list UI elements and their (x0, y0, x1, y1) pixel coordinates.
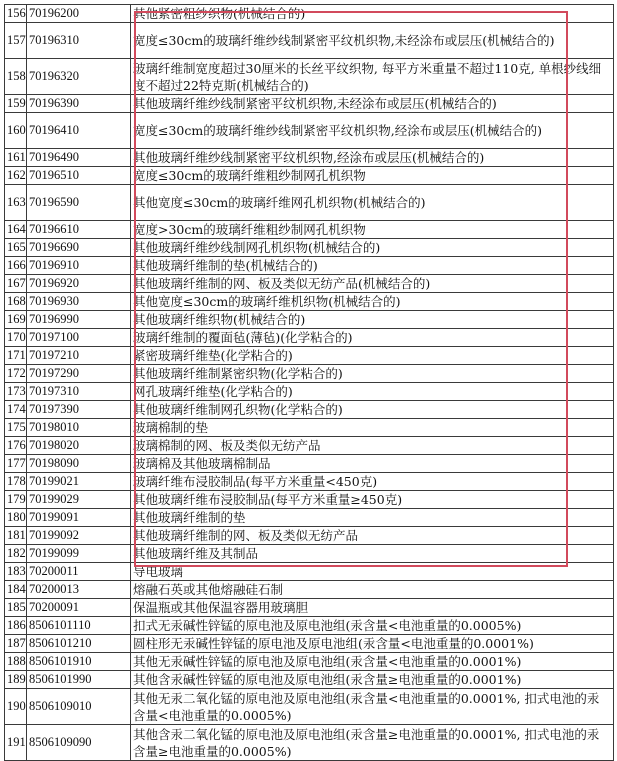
product-description: 其他玻璃纤维织物(机械结合的) (131, 311, 614, 329)
hs-code: 8506109090 (27, 725, 131, 761)
hs-code: 70199091 (27, 509, 131, 527)
product-description: 其他玻璃纤维制网孔织物(化学粘合的) (131, 401, 614, 419)
table-row (5, 599, 614, 617)
product-description: 其他玻璃纤维制的网、板及类似无纺产品 (131, 527, 614, 545)
table-row (5, 437, 614, 455)
hs-code: 70196920 (27, 275, 131, 293)
row-number: 186 (5, 617, 27, 635)
table-row (5, 365, 614, 383)
hs-code: 8506109010 (27, 689, 131, 725)
row-number: 180 (5, 509, 27, 527)
product-description: 宽度≤30cm的玻璃纤维纱线制紧密平纹机织物,经涂布或层压(机械结合的) (131, 113, 614, 149)
row-number: 163 (5, 185, 27, 221)
row-number: 187 (5, 635, 27, 653)
table-row (5, 671, 614, 689)
hs-code: 70199021 (27, 473, 131, 491)
row-number: 191 (5, 725, 27, 761)
table-row (5, 113, 614, 149)
hs-code: 70196690 (27, 239, 131, 257)
table-row (5, 383, 614, 401)
table-row (5, 329, 614, 347)
hs-code: 70196200 (27, 5, 131, 23)
product-description: 宽度≤30cm的玻璃纤维纱线制紧密平纹机织物,未经涂布或层压(机械结合的) (131, 23, 614, 59)
product-description: 其他玻璃纤维制紧密织物(化学粘合的) (131, 365, 614, 383)
table-row (5, 509, 614, 527)
hs-code: 70196910 (27, 257, 131, 275)
hs-code: 70196510 (27, 167, 131, 185)
row-number: 165 (5, 239, 27, 257)
hs-code: 70197310 (27, 383, 131, 401)
table-row (5, 347, 614, 365)
row-number: 170 (5, 329, 27, 347)
row-number: 184 (5, 581, 27, 599)
product-description: 扣式无汞碱性锌锰的原电池及原电池组(汞含量<电池重量的0.0005%) (131, 617, 614, 635)
row-number: 159 (5, 95, 27, 113)
row-number: 169 (5, 311, 27, 329)
table-row (5, 401, 614, 419)
table-row (5, 59, 614, 95)
product-description: 其他无汞碱性锌锰的原电池及原电池组(汞含量<电池重量的0.0001%) (131, 653, 614, 671)
product-description: 其他无汞二氧化锰的原电池及原电池组(汞含量<电池重量的0.0001%, 扣式电池的汞含量<电池重量的0.0005%) (131, 689, 614, 725)
row-number: 157 (5, 23, 27, 59)
product-description: 其他玻璃纤维纱线制紧密平纹机织物,未经涂布或层压(机械结合的) (131, 95, 614, 113)
hs-code: 70197390 (27, 401, 131, 419)
table-row (5, 167, 614, 185)
table-row (5, 617, 614, 635)
product-description: 导电玻璃 (131, 563, 614, 581)
row-number: 178 (5, 473, 27, 491)
product-description: 玻璃棉制的网、板及类似无纺产品 (131, 437, 614, 455)
row-number: 172 (5, 365, 27, 383)
product-description: 其他宽度≤30cm的玻璃纤维网孔机织物(机械结合的) (131, 185, 614, 221)
table-row (5, 473, 614, 491)
row-number: 185 (5, 599, 27, 617)
hs-code: 70196310 (27, 23, 131, 59)
row-number: 167 (5, 275, 27, 293)
row-number: 183 (5, 563, 27, 581)
row-number: 188 (5, 653, 27, 671)
hs-code: 8506101210 (27, 635, 131, 653)
hs-code: 8506101990 (27, 671, 131, 689)
hs-code: 70196930 (27, 293, 131, 311)
table-row (5, 455, 614, 473)
hs-code: 70196490 (27, 149, 131, 167)
row-number: 161 (5, 149, 27, 167)
table-row (5, 275, 614, 293)
table-row (5, 725, 614, 761)
product-description: 其他玻璃纤维及其制品 (131, 545, 614, 563)
table-row (5, 23, 614, 59)
product-description: 紧密玻璃纤维垫(化学粘合的) (131, 347, 614, 365)
table-row (5, 257, 614, 275)
table-row (5, 491, 614, 509)
product-description: 其他含汞二氧化锰的原电池及原电池组(汞含量≥电池重量的0.0001%, 扣式电池的汞含量≥电池重量的0.0005%) (131, 725, 614, 761)
product-description: 玻璃棉及其他玻璃棉制品 (131, 455, 614, 473)
hs-code: 8506101110 (27, 617, 131, 635)
row-number: 173 (5, 383, 27, 401)
hs-code: 70199099 (27, 545, 131, 563)
hs-code: 70196320 (27, 59, 131, 95)
hs-code: 70200091 (27, 599, 131, 617)
hs-code: 70196990 (27, 311, 131, 329)
hs-code: 70197100 (27, 329, 131, 347)
hs-code: 70200011 (27, 563, 131, 581)
table-row (5, 653, 614, 671)
hs-code: 70198010 (27, 419, 131, 437)
hs-code: 70196590 (27, 185, 131, 221)
product-description: 其他玻璃纤维纱线制紧密平纹机织物,经涂布或层压(机械结合的) (131, 149, 614, 167)
table-row (5, 527, 614, 545)
product-description: 玻璃纤维制宽度超过30厘米的长丝平纹织物, 每平方米重量不超过110克, 单根纱线细度不超过22特克斯(机械结合的) (131, 59, 614, 95)
hs-code: 70196610 (27, 221, 131, 239)
row-number: 175 (5, 419, 27, 437)
product-description: 其他玻璃纤维制的垫(机械结合的) (131, 257, 614, 275)
hs-code: 70197290 (27, 365, 131, 383)
row-number: 189 (5, 671, 27, 689)
product-description: 其他含汞碱性锌锰的原电池及原电池组(汞含量≥电池重量的0.0001%) (131, 671, 614, 689)
row-number: 158 (5, 59, 27, 95)
product-description: 其他玻璃纤维制的垫 (131, 509, 614, 527)
table-row (5, 95, 614, 113)
hs-code: 8506101910 (27, 653, 131, 671)
hs-code: 70196410 (27, 113, 131, 149)
hs-code: 70199029 (27, 491, 131, 509)
row-number: 182 (5, 545, 27, 563)
product-description: 其他玻璃纤维制的网、板及类似无纺产品(机械结合的) (131, 275, 614, 293)
product-description: 玻璃纤维制的覆面毡(薄毡)(化学粘合的) (131, 329, 614, 347)
table-row (5, 239, 614, 257)
table-row (5, 419, 614, 437)
table-row (5, 149, 614, 167)
table-row (5, 689, 614, 725)
row-number: 156 (5, 5, 27, 23)
product-description: 网孔玻璃纤维垫(化学粘合的) (131, 383, 614, 401)
hs-code: 70196390 (27, 95, 131, 113)
row-number: 179 (5, 491, 27, 509)
hs-code: 70200013 (27, 581, 131, 599)
row-number: 164 (5, 221, 27, 239)
row-number: 166 (5, 257, 27, 275)
table-row (5, 635, 614, 653)
row-number: 190 (5, 689, 27, 725)
row-number: 160 (5, 113, 27, 149)
product-description: 宽度≤30cm的玻璃纤维粗纱制网孔机织物 (131, 167, 614, 185)
tariff-table-body (5, 5, 614, 761)
product-description: 其他紧密粗纱织物(机械结合的) (131, 5, 614, 23)
row-number: 176 (5, 437, 27, 455)
product-description: 其他玻璃纤维布浸胶制品(每平方米重量≥450克) (131, 491, 614, 509)
row-number: 174 (5, 401, 27, 419)
table-row (5, 221, 614, 239)
table-row (5, 5, 614, 23)
product-description: 熔融石英或其他熔融硅石制 (131, 581, 614, 599)
row-number: 181 (5, 527, 27, 545)
hs-code: 70199092 (27, 527, 131, 545)
product-description: 宽度>30cm的玻璃纤维粗纱制网孔机织物 (131, 221, 614, 239)
hs-code: 70198090 (27, 455, 131, 473)
table-row (5, 293, 614, 311)
hs-code: 70197210 (27, 347, 131, 365)
product-description: 圆柱形无汞碱性锌锰的原电池及原电池组(汞含量<电池重量的0.0001%) (131, 635, 614, 653)
row-number: 171 (5, 347, 27, 365)
table-row (5, 581, 614, 599)
tariff-table (4, 4, 614, 761)
product-description: 玻璃棉制的垫 (131, 419, 614, 437)
row-number: 162 (5, 167, 27, 185)
product-description: 保温瓶或其他保温容器用玻璃胆 (131, 599, 614, 617)
table-row (5, 185, 614, 221)
product-description: 其他玻璃纤维纱线制网孔机织物(机械结合的) (131, 239, 614, 257)
product-description: 其他宽度≤30cm的玻璃纤维机织物(机械结合的) (131, 293, 614, 311)
product-description: 玻璃纤维布浸胶制品(每平方米重量<450克) (131, 473, 614, 491)
tariff-document (4, 4, 613, 761)
table-row (5, 545, 614, 563)
row-number: 177 (5, 455, 27, 473)
hs-code: 70198020 (27, 437, 131, 455)
table-row (5, 563, 614, 581)
row-number: 168 (5, 293, 27, 311)
table-row (5, 311, 614, 329)
